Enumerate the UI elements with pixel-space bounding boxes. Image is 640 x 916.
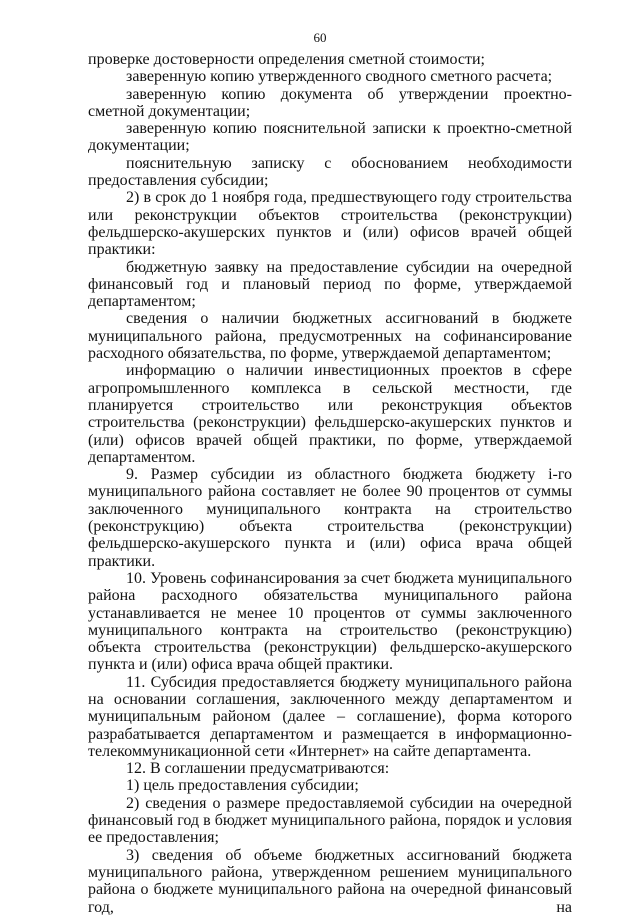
paragraph: заверенную копию утвержденного сводного сметного расчета;	[126, 68, 553, 86]
paragraph: сведения о наличии бюджетных ассигнований в бюджете муниципального района, предусмотренных на софинансирование расходного обязательства, по форме, утверждаемой департаментом;	[88, 310, 572, 363]
document-body	[88, 51, 572, 916]
paragraph: заверенную копию документа об утверждении проектно-сметной документации;	[88, 85, 572, 120]
paragraph: 1) цель предоставления субсидии;	[126, 777, 359, 795]
page-number: 60	[313, 30, 327, 45]
paragraph: 11. Субсидия предоставляется бюджету муниципального района на основании соглашения, заключенного между департаментом и муниципальным районом (далее – соглашение), форма которого разрабатывается департаментом и размещается в информационно-телекоммуникационной сети «Интернет» на сайте департамента.	[88, 673, 572, 760]
paragraph: 10. Уровень софинансирования за счет бюджета муниципального района расходного обязательства муниципального района устанавливается не менее 10 процентов от суммы заключенного муниципального контракта на строительство (реконструкцию) объекта строительства (реконструкции) фельдшерско-акушерского пункта и (или) офиса врача общей практики.	[88, 569, 572, 674]
paragraph: пояснительную записку с обоснованием необходимости предоставления субсидии;	[88, 154, 572, 190]
paragraph: 2) в срок до 1 ноября года, предшествующего году строительства или реконструкции объектов строительства (реконструкции) фельдшерско-акушерских пунктов и (или) офисов врачей общей практики:	[88, 189, 572, 259]
paragraph: 3) сведения об объеме бюджетных ассигнований бюджета муниципального района, утвержденном решением муниципального района о бюджете муниципального района на очередной финансовый год, на	[88, 846, 572, 916]
paragraph: бюджетную заявку на предоставление субсидии на очередной финансовый год и плановый период по форме, утверждаемой департаментом;	[88, 258, 572, 311]
paragraph: проверке достоверности определения сметной стоимости;	[88, 51, 485, 68]
paragraph: заверенную копию пояснительной записки к проектно-сметной документации;	[88, 120, 572, 155]
paragraph: 2) сведения о размере предоставляемой субсидии на очередной финансовый год в бюджет муниципального района, порядок и условия ее предоставления;	[88, 794, 572, 847]
paragraph: информацию о наличии инвестиционных проектов в сфере агропромышленного комплекса в сельской местности, где планируется строительство или реконструкция объектов строительства (реконструкции) фельдшерско-акушерских пунктов и (или) офисов врачей общей практики, по форме, утверждаемой департаментом.	[88, 362, 572, 466]
paragraph: 9. Размер субсидии из областного бюджета бюджету i-го муниципального района составляет не более 90 процентов от суммы заключенного муниципального контракта на строительство (реконструкцию) объекта строительства (реконструкции) фельдшерско-акушерского пункта и (или) офиса врача общей практики.	[88, 466, 572, 570]
paragraph: 12. В соглашении предусматриваются:	[126, 760, 390, 778]
